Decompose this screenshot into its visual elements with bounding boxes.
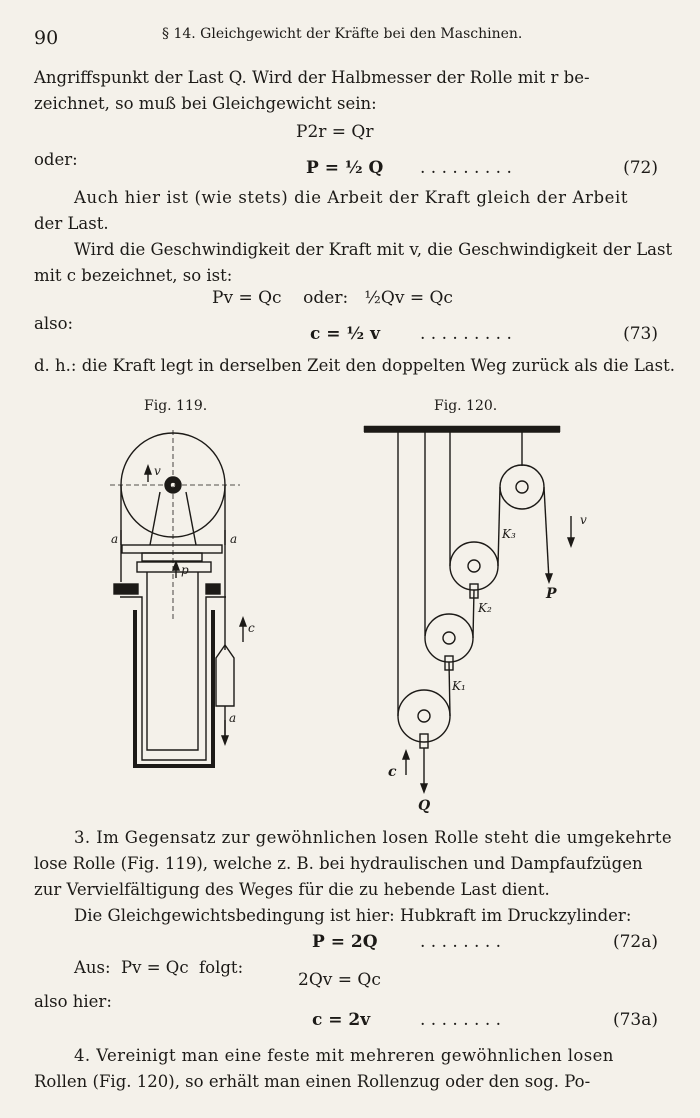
text-line: 4. Vereinigt man eine feste mit mehreren gewöhnlichen losen <box>74 1046 614 1065</box>
equation-number: (72) <box>623 158 658 178</box>
text-line: Auch hier ist (wie stets) die Arbeit der Kraft gleich der Arbeit <box>74 188 629 207</box>
text-line: zeichnet, so muß bei Gleichgewicht sein: <box>34 94 377 113</box>
equation-leaders: . . . . . . . . <box>420 932 502 952</box>
label-q: Q <box>418 798 431 814</box>
equation-leaders: . . . . . . . . <box>420 1010 502 1030</box>
equation-number: (73a) <box>612 1010 658 1030</box>
equation: Pv = Qc oder: ½Qv = Qc <box>212 288 453 308</box>
equation-73: c = ½ v <box>310 324 380 344</box>
equation-leaders: . . . . . . . . . <box>420 158 512 178</box>
text-line: 3. Im Gegensatz zur gewöhnlichen losen Rolle steht die umgekehrte <box>74 828 673 847</box>
equation: 2Qv = Qc <box>298 970 381 990</box>
text-line: mit c bezeichnet, so ist: <box>34 266 233 285</box>
equation-73a: c = 2v <box>312 1010 371 1030</box>
label-k1: K₁ <box>452 679 466 693</box>
equation-number: (73) <box>623 324 658 344</box>
equation: P2r = Qr <box>296 122 374 142</box>
page-number: 90 <box>34 27 59 49</box>
label-v: v <box>580 513 587 527</box>
text-line: also hier: <box>34 992 112 1011</box>
text-line: der Last. <box>34 214 109 233</box>
label-p: p <box>181 563 189 577</box>
text-line: Aus: Pv = Qc folgt: <box>74 958 244 977</box>
text-line: d. h.: die Kraft legt in derselben Zeit den doppelten Weg zurück als die Last. <box>34 356 675 375</box>
label-k3: K₃ <box>502 527 516 541</box>
text-line: Die Gleichgewichtsbedingung ist hier: Hubkraft im Druckzylinder: <box>74 906 632 925</box>
label-p: P <box>546 586 557 602</box>
equation-72a: P = 2Q <box>312 932 378 952</box>
label-c: c <box>388 764 397 780</box>
text-line: oder: <box>34 150 78 169</box>
text-line: Angriffspunkt der Last Q. Wird der Halbmesser der Rolle mit r be- <box>34 68 590 87</box>
text-line: Wird die Geschwindigkeit der Kraft mit v, die Geschwindigkeit der Last <box>74 240 673 259</box>
equation-leaders: . . . . . . . . . <box>420 324 512 344</box>
label-a-bottom: a <box>229 711 237 725</box>
equation-number: (72a) <box>612 932 658 952</box>
text-line: zur Vervielfältigung des Weges für die zu hebende Last dient. <box>34 880 550 899</box>
text-line: Rollen (Fig. 120), so erhält man einen Rollenzug oder den sog. Po- <box>34 1072 591 1091</box>
label-a-left: a <box>111 532 119 546</box>
text-line: lose Rolle (Fig. 119), welche z. B. bei hydraulischen und Dampfaufzügen <box>34 854 643 873</box>
label-k2: K₂ <box>478 601 492 615</box>
label-c: c <box>248 621 255 635</box>
equation-72: P = ½ Q <box>306 158 384 178</box>
figure-120-caption: Fig. 120. <box>434 398 498 414</box>
label-a-right: a <box>230 532 238 546</box>
label-v: v <box>154 464 161 478</box>
running-title: § 14. Gleichgewicht der Kräfte bei den Maschinen. <box>162 26 523 42</box>
text-line: also: <box>34 314 74 333</box>
figure-119-caption: Fig. 119. <box>144 398 208 414</box>
